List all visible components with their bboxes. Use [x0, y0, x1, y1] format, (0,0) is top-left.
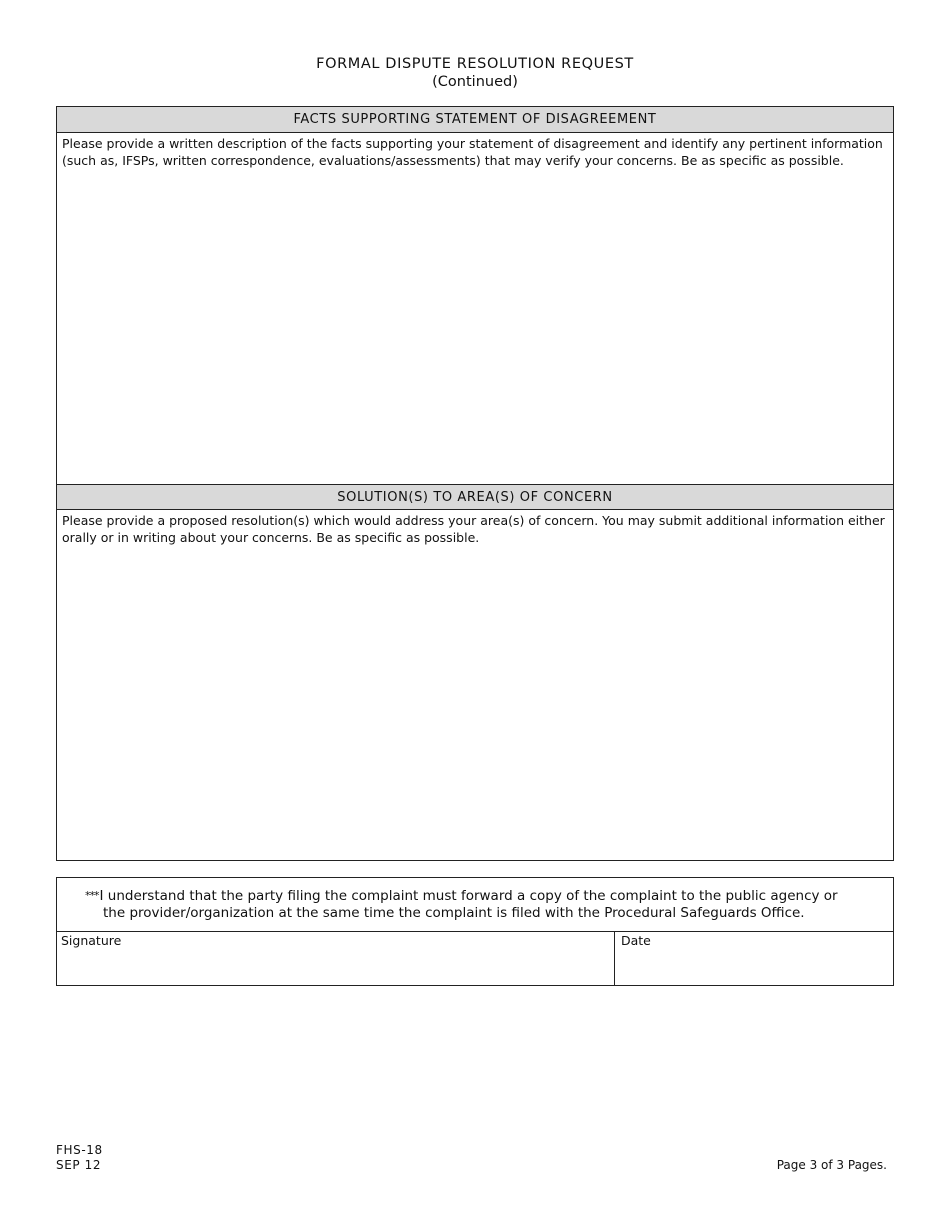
solution-instructions: Please provide a proposed resolution(s) which would address your area(s) of concern. You may submit additional information either orally or in writing about your concerns. Be as specific as possible.	[62, 513, 885, 545]
facts-instructions: Please provide a written description of the facts supporting your statement of disagreement and identify any pertinent information (such as, IFSPs, written correspondence, evaluations/assessments) that may verify your concerns. Be as specific as possible.	[62, 136, 883, 168]
signature-row	[57, 932, 893, 985]
acknowledgment-box	[56, 877, 894, 986]
page-number: Page 3 of 3 Pages.	[776, 1158, 887, 1172]
form-title: FORMAL DISPUTE RESOLUTION REQUEST	[316, 56, 634, 72]
form-identifier	[56, 1143, 103, 1173]
form-number: FHS-18	[56, 1143, 103, 1157]
facts-section-header: FACTS SUPPORTING STATEMENT OF DISAGREEMENT	[57, 107, 893, 133]
date-field[interactable]	[615, 932, 893, 985]
solution-section-header: SOLUTION(S) TO AREA(S) OF CONCERN	[57, 484, 893, 510]
form-subtitle: (Continued)	[432, 74, 518, 90]
asterisk-marker: ***	[85, 889, 99, 902]
form-revision: SEP 12	[56, 1158, 102, 1172]
acknowledgment-statement	[57, 878, 893, 932]
dispute-details-box	[56, 106, 894, 861]
signature-field[interactable]	[57, 932, 615, 985]
acknowledgment-line-2: the provider/organization at the same time the complaint is filed with the Procedural Safeguards Office.	[103, 904, 805, 921]
acknowledgment-line-1: I understand that the party filing the complaint must forward a copy of the complaint to the public agency or	[99, 888, 838, 904]
date-label: Date	[621, 933, 651, 948]
solution-text-area[interactable]	[57, 510, 893, 858]
signature-label: Signature	[61, 933, 122, 948]
facts-text-area[interactable]	[57, 133, 893, 484]
